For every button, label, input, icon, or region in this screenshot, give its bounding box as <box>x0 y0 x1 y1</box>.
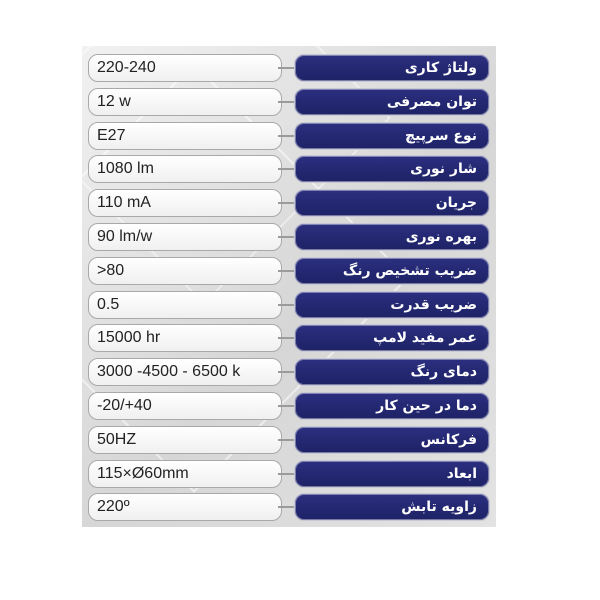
spec-label: ولتاژ کاری <box>294 54 490 82</box>
spec-value: -20/+40 <box>88 392 282 420</box>
spec-value: 90 lm/w <box>88 223 282 251</box>
spec-label: جریان <box>294 189 490 217</box>
spec-label: زاویه تابش <box>294 493 490 521</box>
spec-value: 0.5 <box>88 291 282 319</box>
spec-value: >80 <box>88 257 282 285</box>
spec-label: بهره نوری <box>294 223 490 251</box>
spec-label: دمای رنگ <box>294 358 490 386</box>
spec-row-cri <box>88 257 490 285</box>
spec-label: دما در حین کار <box>294 392 490 420</box>
spec-label: توان مصرفی <box>294 88 490 116</box>
spec-label: فرکانس <box>294 426 490 454</box>
spec-label: شار نوری <box>294 155 490 183</box>
spec-row-voltage <box>88 54 490 82</box>
spec-row-current <box>88 189 490 217</box>
spec-row-color-temperature <box>88 358 490 386</box>
spec-value: 115×Ø60mm <box>88 460 282 488</box>
spec-value: 3000 -4500 - 6500 k <box>88 358 282 386</box>
spec-label: نوع سرپیچ <box>294 122 490 150</box>
spec-row-power <box>88 88 490 116</box>
spec-row-luminous-flux <box>88 155 490 183</box>
spec-value: 50HZ <box>88 426 282 454</box>
spec-sheet <box>82 46 496 527</box>
spec-value: 220º <box>88 493 282 521</box>
spec-row-operating-temperature <box>88 392 490 420</box>
spec-row-beam-angle <box>88 493 490 521</box>
spec-row-dimensions <box>88 460 490 488</box>
spec-row-lifetime <box>88 324 490 352</box>
spec-value: 12 w <box>88 88 282 116</box>
spec-value: 110 mA <box>88 189 282 217</box>
spec-value: E27 <box>88 122 282 150</box>
spec-row-efficacy <box>88 223 490 251</box>
spec-row-base <box>88 122 490 150</box>
spec-label: ابعاد <box>294 460 490 488</box>
spec-value: 15000 hr <box>88 324 282 352</box>
spec-row-frequency <box>88 426 490 454</box>
spec-row-power-factor <box>88 291 490 319</box>
spec-label: ضریب قدرت <box>294 291 490 319</box>
spec-value: 220-240 <box>88 54 282 82</box>
spec-label: عمر مفید لامپ <box>294 324 490 352</box>
spec-value: 1080 lm <box>88 155 282 183</box>
spec-table <box>88 54 490 527</box>
spec-label: ضریب تشخیص رنگ <box>294 257 490 285</box>
